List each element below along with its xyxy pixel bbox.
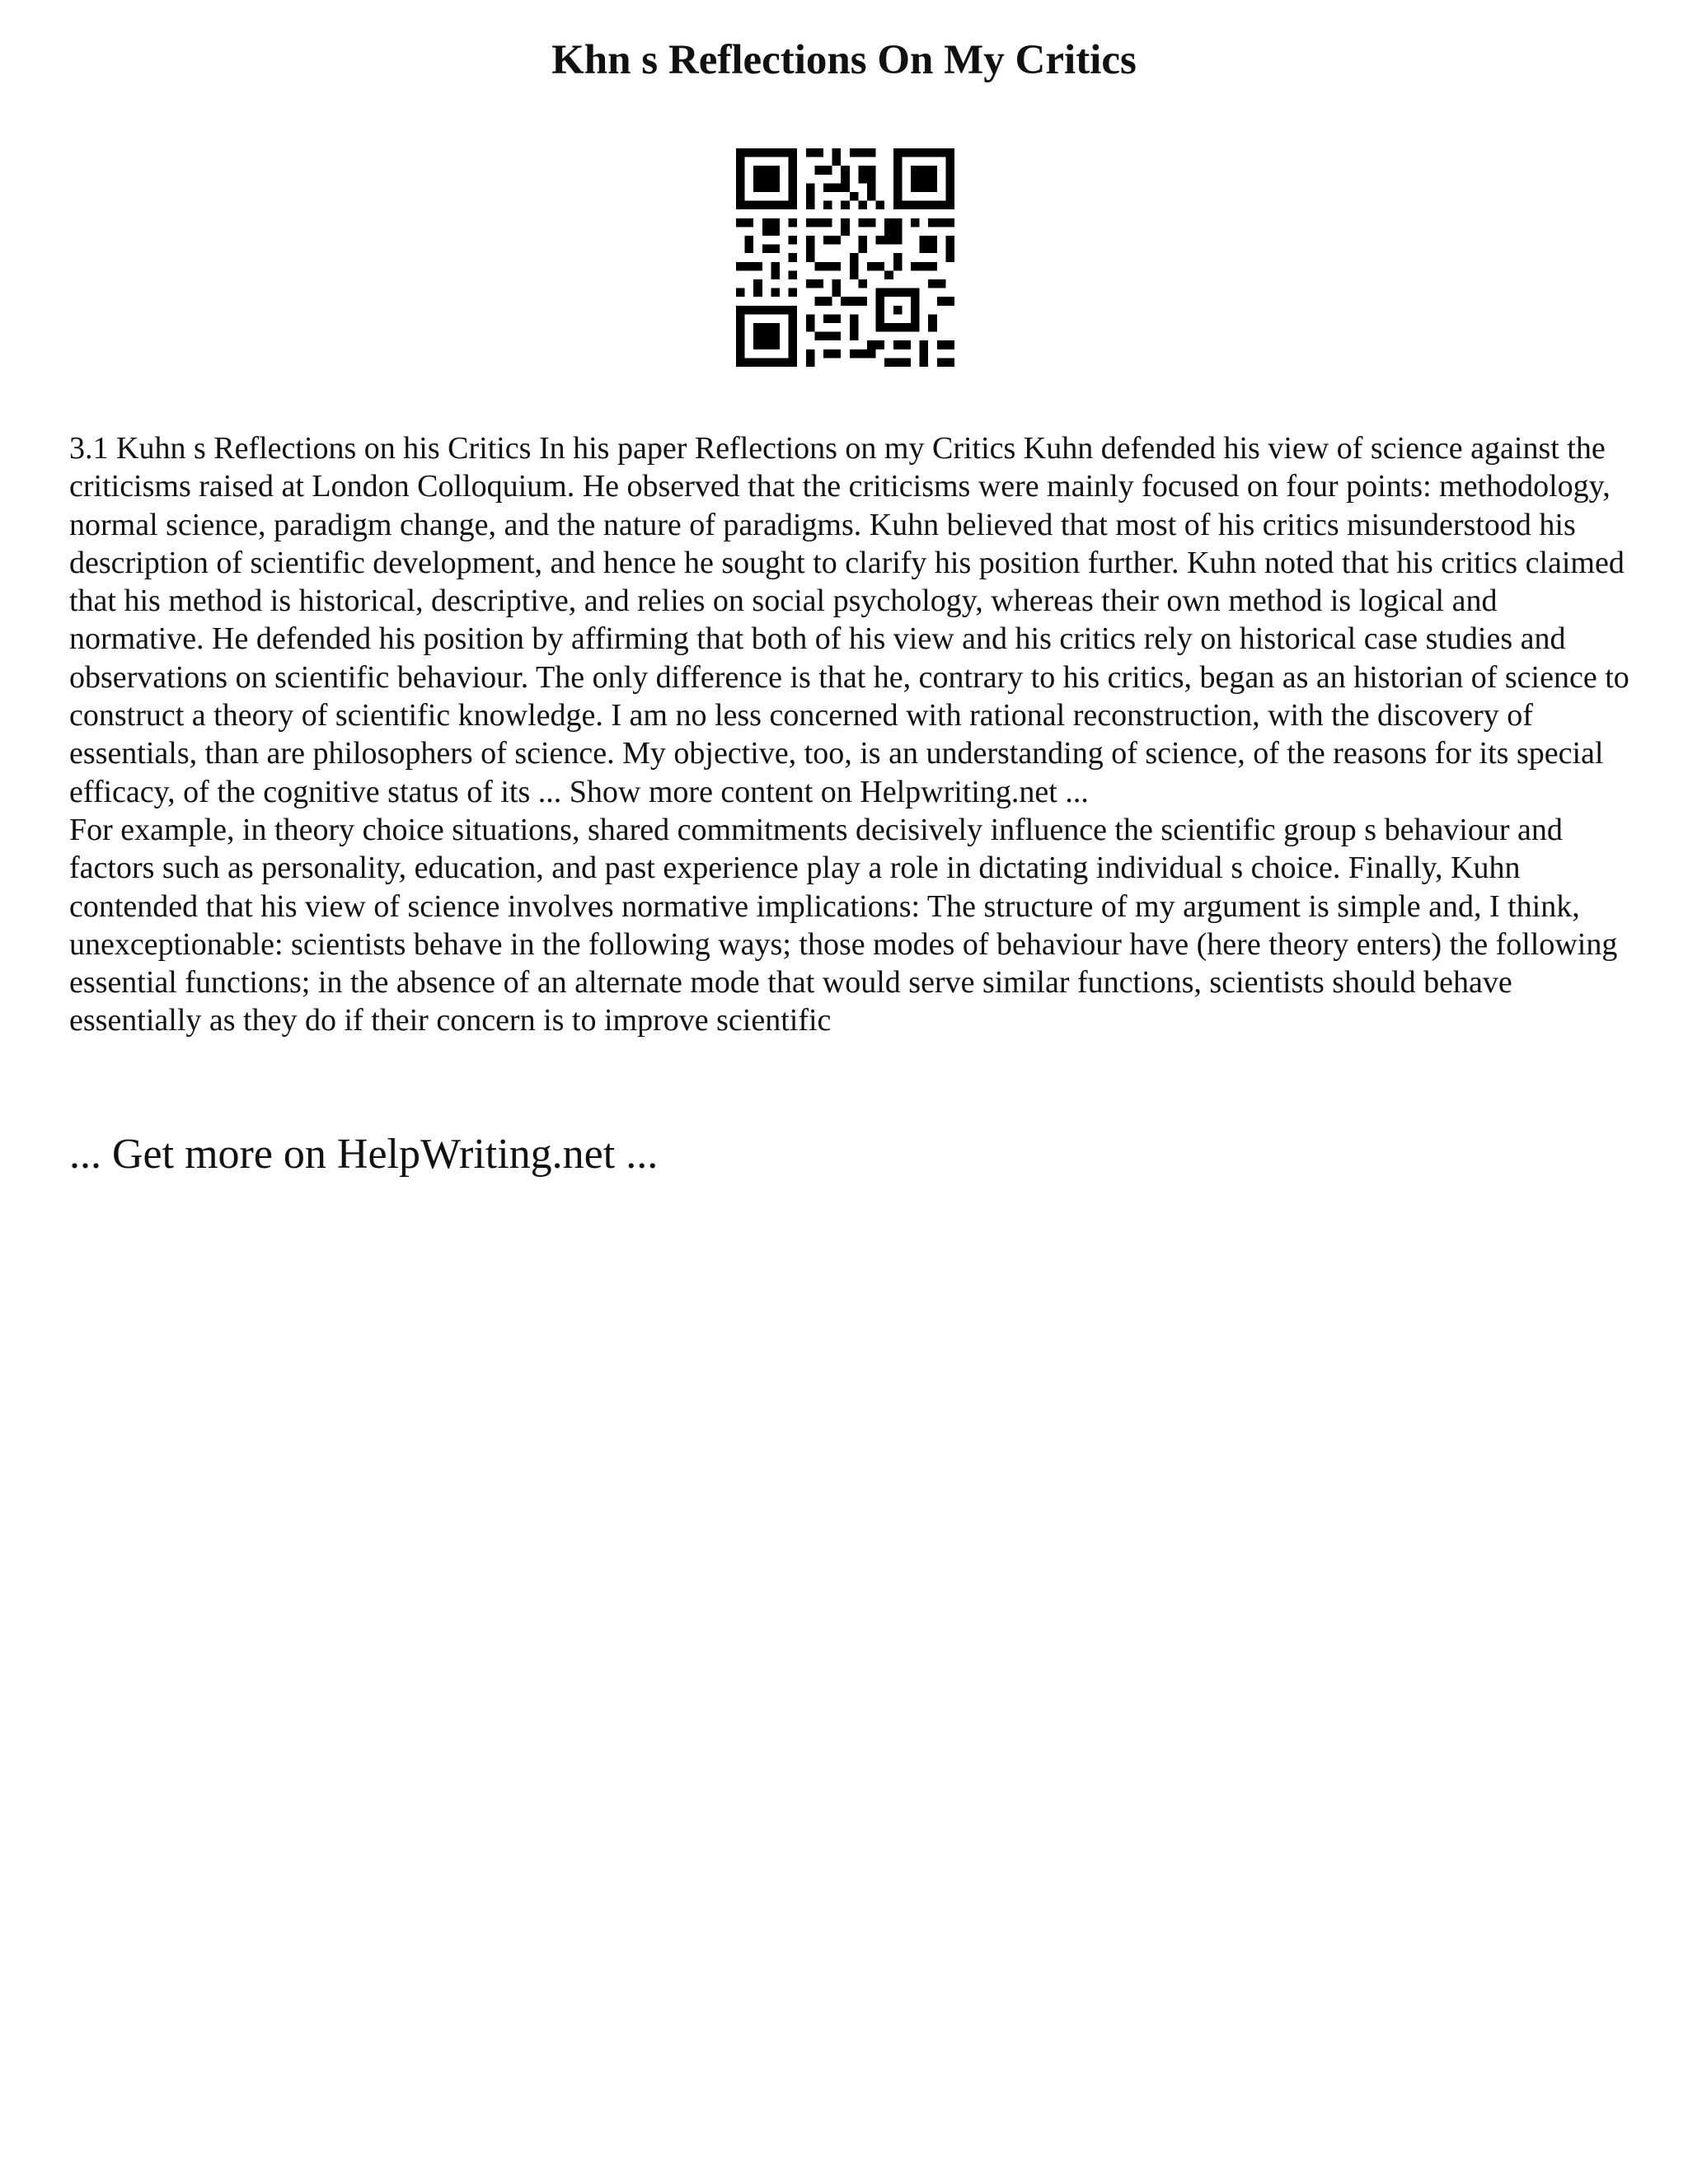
- article-body: [69, 429, 1635, 1040]
- paragraph: For example, in theory choice situations, shared commitments decisively influence the scientific group s behaviour and factors such as personality, education, and past experience play a role in dictating individual s choice. Finally, Kuhn contended that his view of science involves normative implications: The structure of my argument is simple and, I think, unexceptionable: scientists behave in the following ways; those modes of behaviour have (here theory enters) the following essential functions; in the absence of an alternate mode that would serve similar functions, scientists should behave essentially as they do if their concern is to improve scientific: [69, 812, 1618, 1038]
- get-more-link[interactable]: ... Get more on HelpWriting.net ...: [69, 1131, 659, 1178]
- page-title: Khn s Reflections On My Critics: [551, 37, 1137, 83]
- qr-code-icon: [736, 148, 954, 367]
- paragraph: 3.1 Kuhn s Reflections on his Critics In his paper Reflections on my Critics Kuhn defended his view of science against the criticisms raised at London Colloquium. He observed that the criticisms were mainly focused on four points: methodology, normal science, paradigm change, and the nature of paradigms. Kuhn believed that most of his critics misunderstood his description of scientific development, and hence he sought to clarify his position further. Kuhn noted that his critics claimed that his method is historical, descriptive, and relies on social psychology, whereas their own method is logical and normative. He defended his position by affirming that both of his view and his critics rely on historical case studies and observations on scientific behaviour. The only difference is that he, contrary to his critics, began as an historian of science to construct a theory of scientific knowledge. I am no less concerned with rational reconstruction, with the discovery of essentials, than are philosophers of science. My objective, too, is an understanding of science, of the reasons for its special efficacy, of the cognitive status of its ... Show more content on Helpwriting.net ...: [69, 431, 1629, 809]
